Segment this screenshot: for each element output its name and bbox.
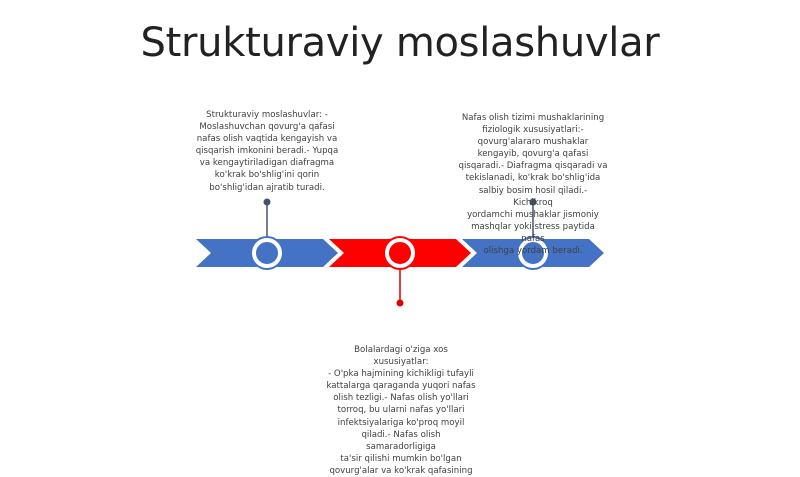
milestone-2-marker xyxy=(383,236,417,270)
slide-title: Strukturaviy moslashuvlar xyxy=(140,20,660,66)
milestone-1-marker xyxy=(250,236,284,270)
milestone-2-text: Nafas olish tizimi mushaklarining fiziologik xususiyatlari:- qovurg'alararo mushaklar kengayib, qovurg'a qafasi qisqaradi.- Diafragma qisqaradi va tekislanadi, ko'krak bo'shlig'ida salbiy bosim hosil qiladi.- Kichikroq yordamchi mushaklar jismoniy mashqlar yoki stress paytida nafas olishga yordam beradi. xyxy=(458,113,608,257)
milestone-3-text: Bolalardagi o'ziga xos xususiyatlar: - O'pka hajmining kichikligi tufayli kattalarga qaraganda yuqori nafas olish tezligi.- Nafas olish yo'llari torroq, bu ularni nafas yo'llari infektsiyalariga ko'proq moyil qiladi.- Nafas olish samaradorligiga ta'sir qilishi mumkin bo'lgan qovurg'alar va ko'krak qafasining xyxy=(326,345,476,476)
milestone-1-dot xyxy=(264,199,271,206)
milestone-2-dot xyxy=(397,300,404,307)
milestone-1-text: Strukturaviy moslashuvlar: - Moslashuvchan qovurg'a qafasi nafas olish vaqtida kengayish va qisqarish imkonini beradi.- Yupqa va kengaytiriladigan diafragma ko'krak bo'shlig'ini qorin bo'shlig'idan ajratib turadi. xyxy=(195,110,339,193)
